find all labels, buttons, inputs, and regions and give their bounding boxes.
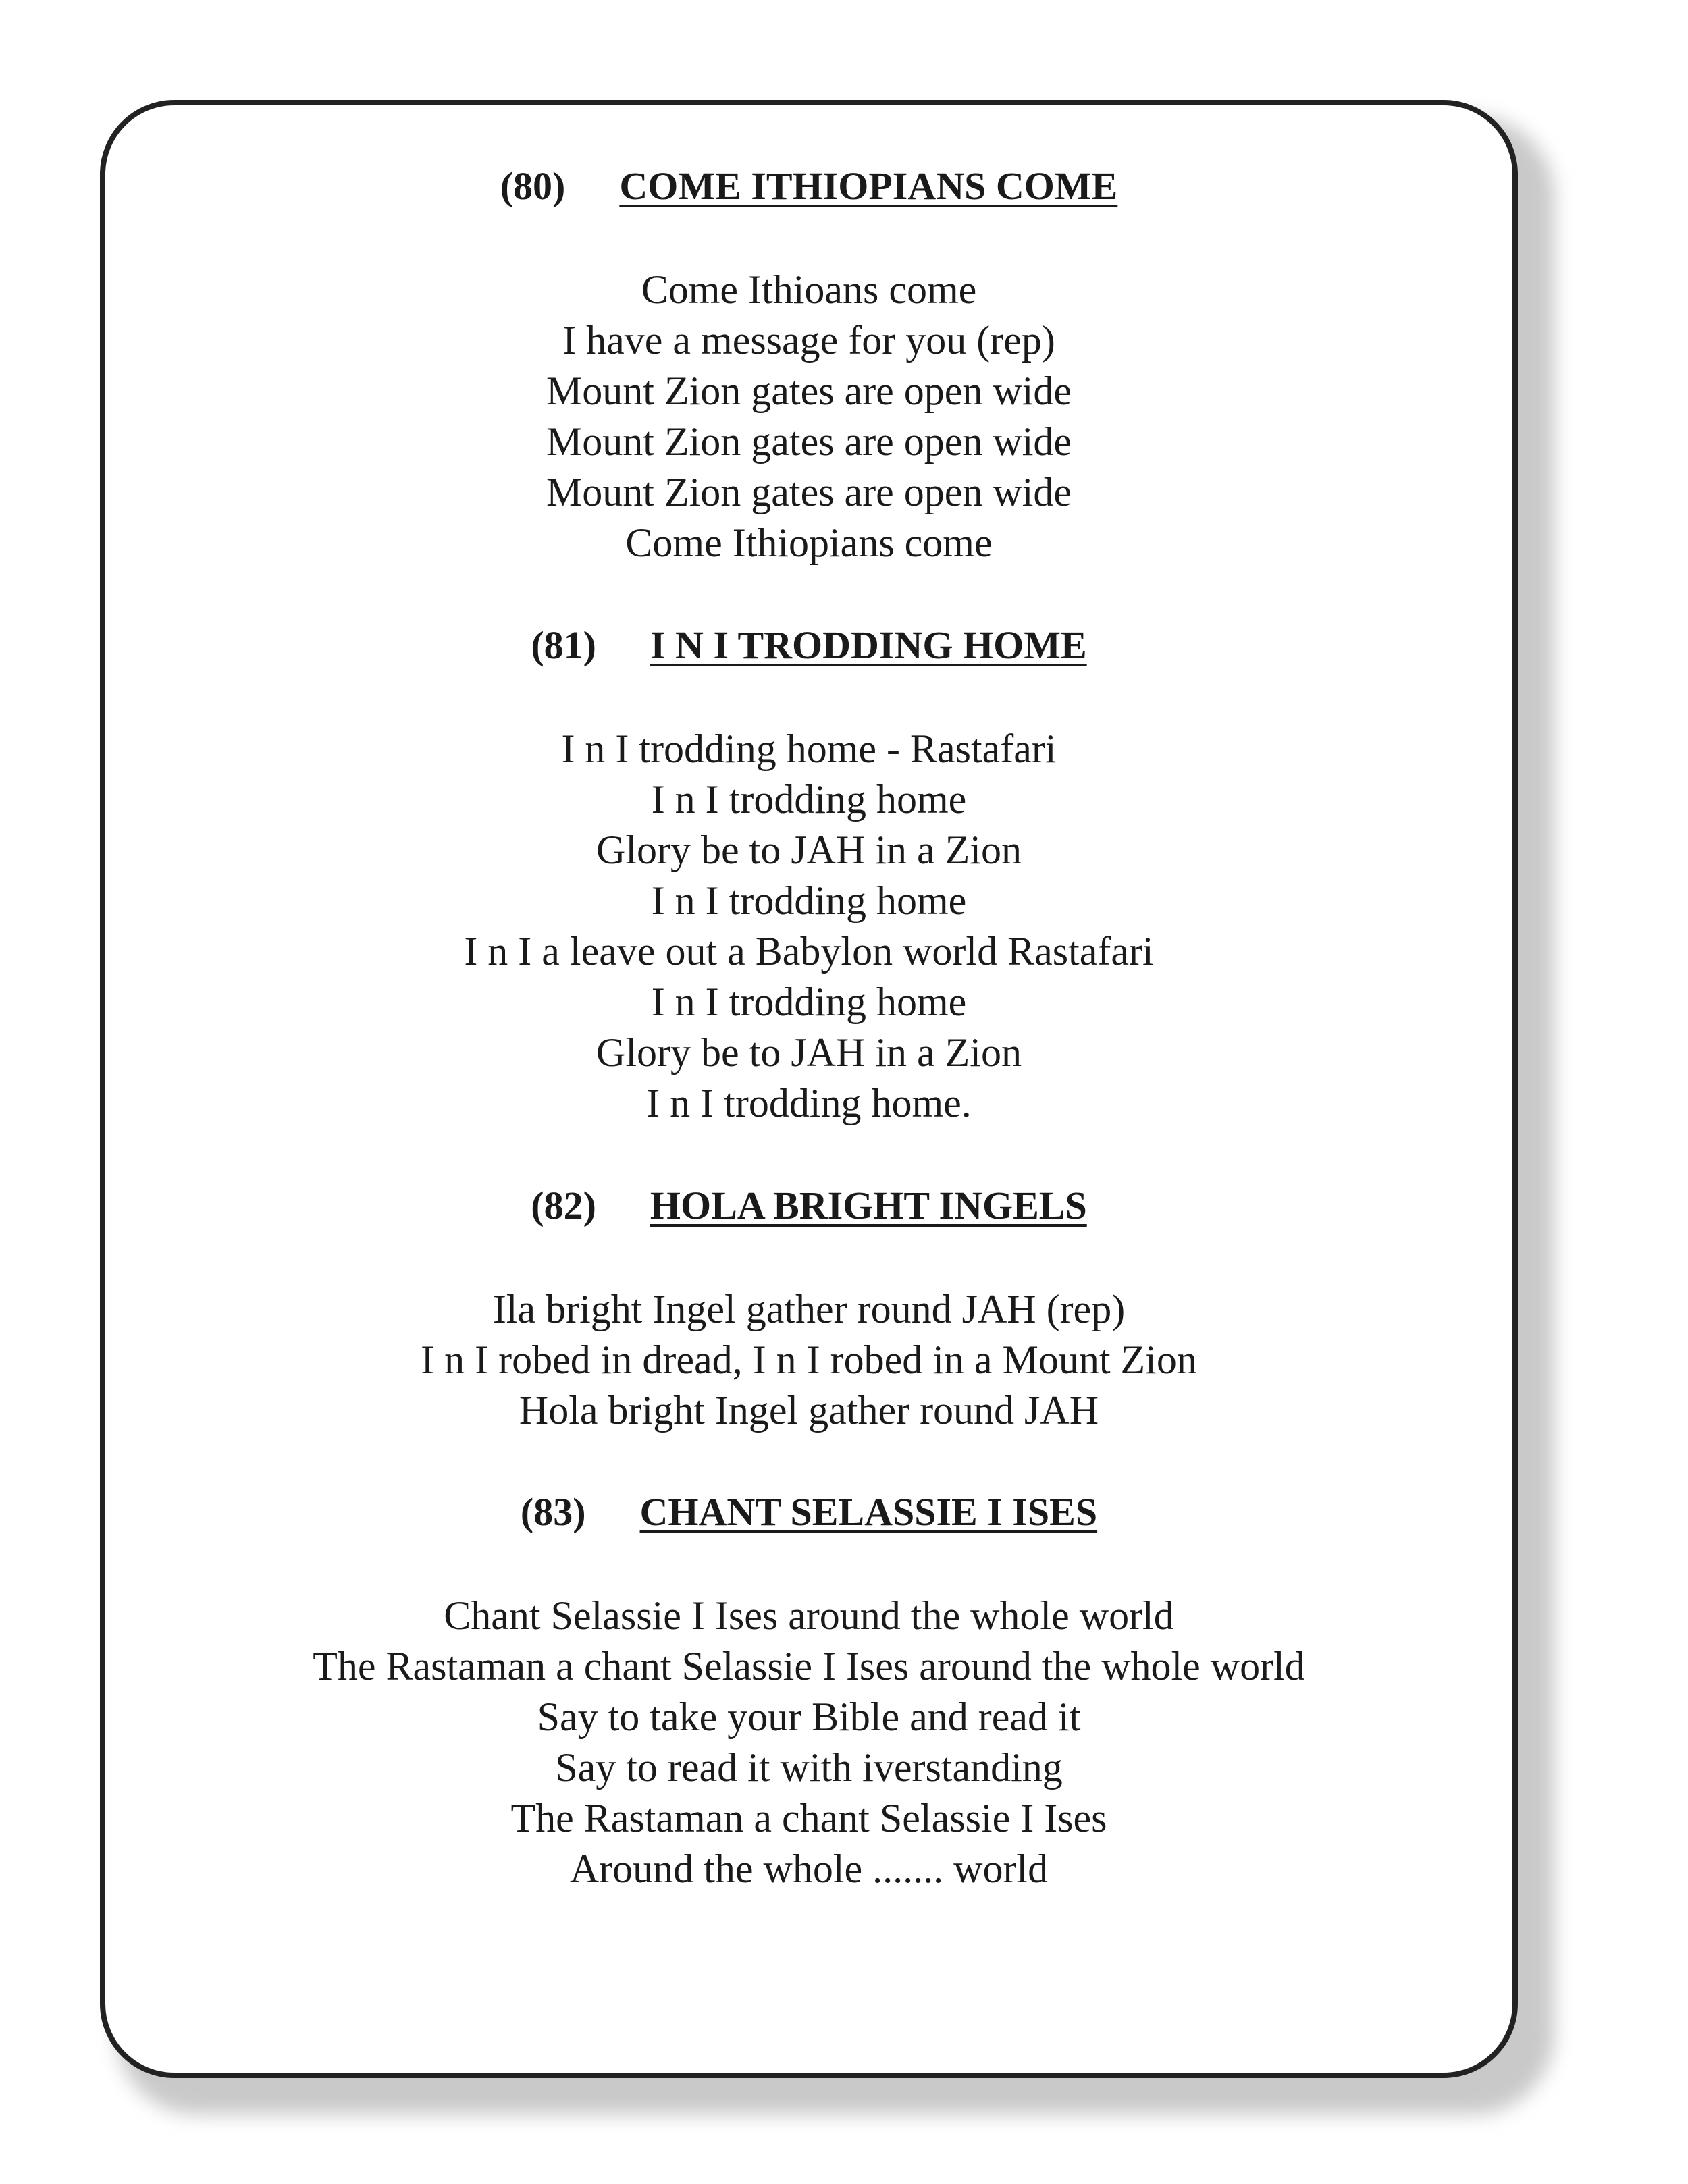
lyric-line: I n I trodding home: [651, 980, 967, 1024]
lyric-line: Glory be to JAH in a Zion: [596, 1030, 1022, 1075]
lyric-line: Mount Zion gates are open wide: [546, 470, 1072, 514]
song-title: COME ITHIOPIANS COME: [619, 164, 1118, 208]
song-number: (80): [500, 164, 566, 208]
lyric-line: Say to read it with iverstanding: [555, 1745, 1063, 1790]
song-heading: [100, 1488, 1518, 1537]
lyric-line: Hola bright Ingel gather round JAH: [519, 1388, 1099, 1433]
lyric-line: Mount Zion gates are open wide: [546, 419, 1072, 464]
lyric-line: Chant Selassie I Ises around the whole world: [444, 1593, 1174, 1638]
song-number: (83): [520, 1490, 586, 1534]
song-number: (82): [531, 1183, 596, 1227]
songbook-page: [100, 100, 1518, 2078]
lyric-line: Come Ithioans come: [641, 267, 977, 312]
song-80: [100, 162, 1518, 568]
lyric-line: Ila bright Ingel gather round JAH (rep): [492, 1287, 1126, 1331]
song-82: [100, 1181, 1518, 1436]
lyric-line: The Rastaman a chant Selassie I Ises around the whole world: [313, 1644, 1305, 1688]
lyric-line: I n I trodding home - Rastafari: [561, 726, 1057, 771]
song-heading: [100, 621, 1518, 670]
song-title: CHANT SELASSIE I ISES: [639, 1490, 1098, 1534]
lyric-line: Come Ithiopians come: [625, 521, 993, 565]
song-lyrics: [100, 1591, 1518, 1894]
lyric-line: Say to take your Bible and read it: [537, 1695, 1081, 1739]
lyric-line: The Rastaman a chant Selassie I Ises: [510, 1796, 1107, 1840]
song-81: [100, 621, 1518, 1129]
lyric-line: I n I a leave out a Babylon world Rastafari: [464, 929, 1154, 974]
song-lyrics: [100, 724, 1518, 1129]
song-83: [100, 1488, 1518, 1894]
lyric-line: Mount Zion gates are open wide: [546, 369, 1072, 413]
song-title: HOLA BRIGHT INGELS: [650, 1183, 1087, 1227]
song-heading: [100, 1181, 1518, 1230]
song-lyrics: [100, 265, 1518, 568]
lyric-line: I have a message for you (rep): [562, 318, 1055, 363]
lyric-line: Glory be to JAH in a Zion: [596, 828, 1022, 872]
lyric-line: Around the whole ....... world: [569, 1846, 1049, 1891]
lyric-line: I n I trodding home: [651, 878, 967, 923]
lyric-line: I n I robed in dread, I n I robed in a Mount Zion: [421, 1337, 1197, 1382]
song-title: I N I TRODDING HOME: [650, 623, 1087, 667]
lyric-line: I n I trodding home: [651, 777, 967, 822]
song-heading: [100, 162, 1518, 211]
song-number: (81): [531, 623, 596, 667]
lyric-line: I n I trodding home.: [646, 1081, 972, 1125]
song-lyrics: [100, 1284, 1518, 1436]
